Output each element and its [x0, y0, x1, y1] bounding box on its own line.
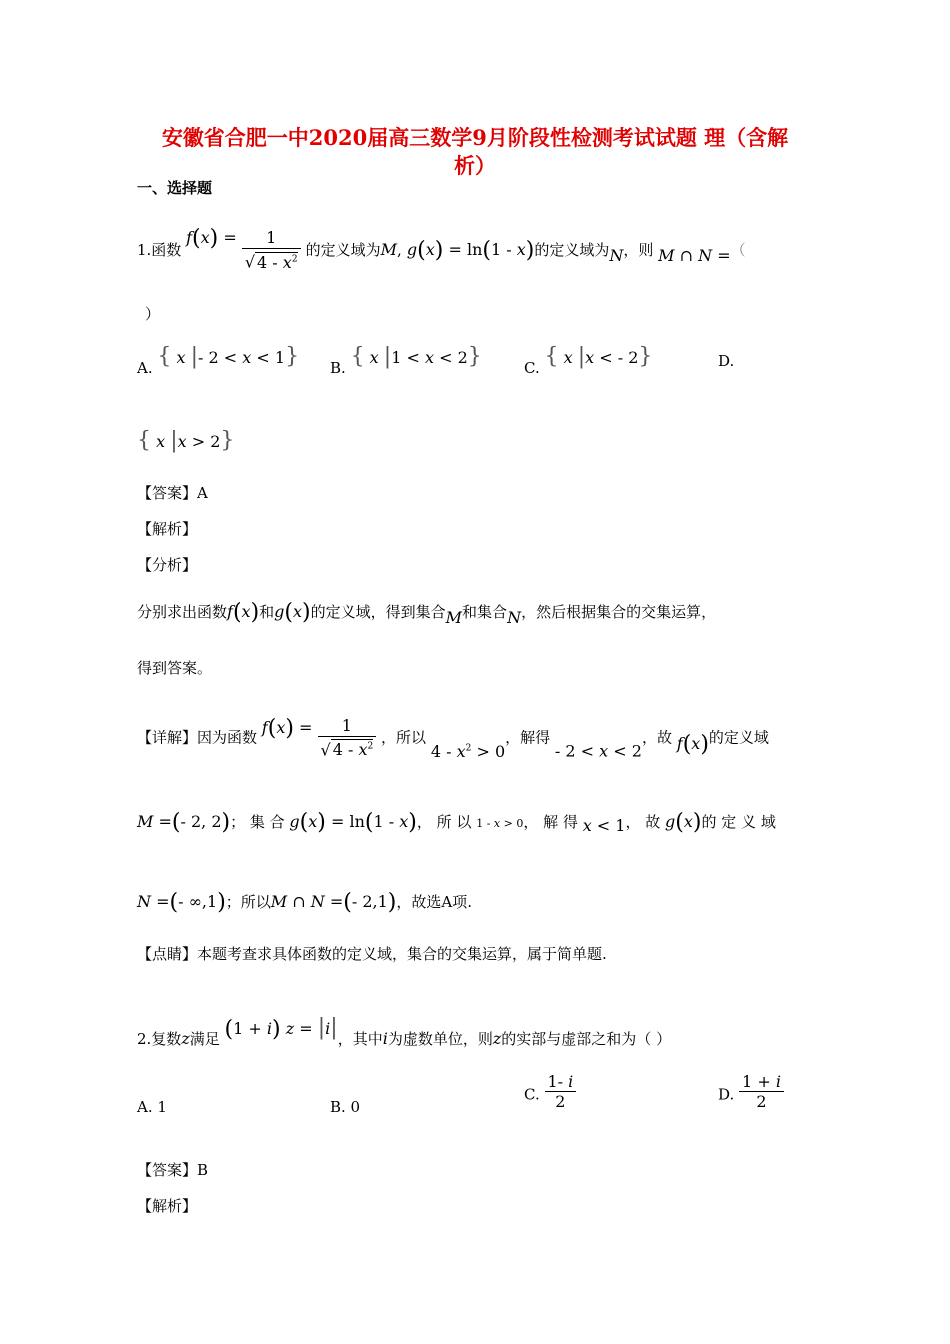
q2-stem: 2.复数z满足 (1 + i) z = |i|，其中i为虚数单位，则z的实部与虚部之和为（ ） — [137, 1015, 672, 1048]
q1-dianjing: 【点睛】本题考查求具体函数的定义域，集合的交集运算，属于简单题. — [137, 945, 607, 963]
q1-answer: 【答案】A — [137, 484, 208, 502]
q1-f-formula: f(x) = $\frac{1}{√ 4 - x^2}$ — [186, 240, 306, 259]
q1-jiexi: 【解析】 — [137, 520, 198, 538]
title-line-1: 安徽省合肥一中2020届高三数学9月阶段性检测考试试题 理（含解 — [161, 125, 789, 150]
q1-option-c: C. { x |x < - 2} — [524, 344, 653, 377]
q2-option-d: D. $\frac{1 + i}{2}$ — [718, 1072, 784, 1111]
q1-paren-open: （ — [730, 241, 746, 259]
q2-answer: 【答案】B — [137, 1161, 209, 1179]
q1-option-a: A. { x |- 2 < x < 1} — [137, 344, 300, 377]
q1-xiangjie-line-3: N =(- ∞,1)；所以M ∩ N =(- 2,1)，故选A项. — [137, 890, 472, 915]
q2-option-a: A. 1 — [137, 1098, 167, 1116]
q1-fenxi: 【分析】 — [137, 556, 198, 574]
q1-text-a: 的定义域为 — [305, 241, 381, 259]
document-title — [120, 124, 830, 180]
q1-prefix: 1.函数 — [137, 241, 182, 259]
q2-option-c: C. $\frac{1- i}{2}$ — [524, 1072, 576, 1111]
q1-paren-close: ） — [145, 305, 161, 323]
q1-fenxi-line-2: 得到答案。 — [137, 659, 213, 677]
q1-option-d: { x |x > 2} — [137, 428, 235, 453]
q1-text-c: ，则 — [623, 241, 654, 259]
q1-option-d-label: D. — [718, 352, 735, 370]
q1-xiangjie-line-2: M =(- 2, 2)； 集 合 g(x) = ln(1 - x)， 所 以 1 - x > 0， 解 得 x < 1， 故 g(x)的 定 义 域 — [137, 810, 776, 835]
q1-stem: 1.函数 f(x) = $\frac{1}{√ 4 - x^2}$ 的定义域为M, g(x) = ln(1 - x)的定义域为N，则 M ∩ N =（ — [137, 226, 746, 272]
q1-xiangjie-line-1: 【详解】因为函数 f(x) = $\frac{1}{√ 4 - x^2}$ ，所以 $4 - x^2 > 0$，解得 - 2 < x < 2，故 f(x)的定义域 — [137, 715, 769, 761]
section-heading: 一、选择题 — [137, 179, 213, 197]
q2-jiexi: 【解析】 — [137, 1197, 198, 1215]
q1-option-b: B. { x |1 < x < 2} — [330, 344, 482, 377]
title-line-2: 析） — [454, 153, 496, 178]
q1-fenxi-line: 分别求出函数f(x)和g(x)的定义域，得到集合M和集合N，然后根据集合的交集运算， — [137, 600, 717, 627]
q1-text-b: 的定义域为 — [534, 241, 610, 259]
q2-option-b: B. 0 — [330, 1098, 361, 1116]
